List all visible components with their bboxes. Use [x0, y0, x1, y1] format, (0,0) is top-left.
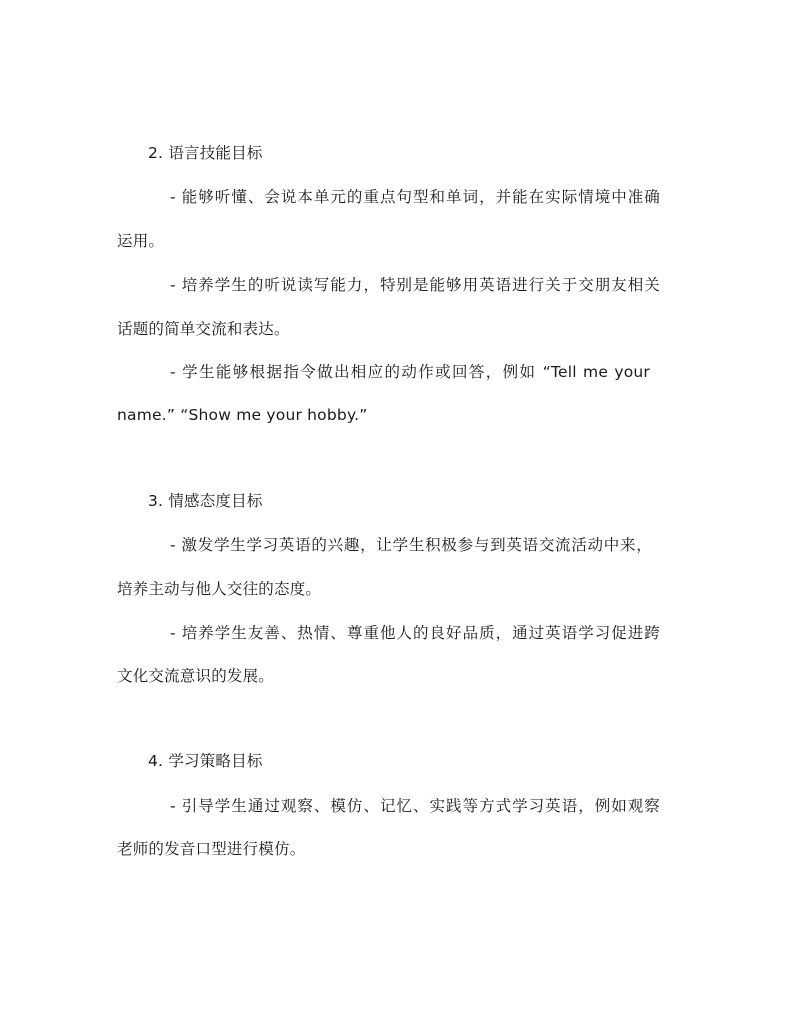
paragraph-line: 培养主动与他人交往的态度。 [117, 580, 322, 598]
section-heading-emotional-attitude: 3. 情感态度目标 [148, 492, 263, 510]
paragraph-line: - 激发学生学习英语的兴趣，让学生积极参与到英语交流活动中来， [170, 536, 652, 554]
paragraph-line: - 培养学生的听说读写能力，特别是能够用英语进行关于交朋友相关 [170, 276, 660, 294]
paragraph-line: - 引导学生通过观察、模仿、记忆、实践等方式学习英语，例如观察 [170, 797, 660, 815]
paragraph-line: - 能够听懂、会说本单元的重点句型和单词，并能在实际情境中准确 [170, 188, 660, 206]
paragraph-line: name.” “Show me your hobby.” [117, 406, 368, 424]
paragraph-line: 老师的发音口型进行模仿。 [117, 840, 306, 858]
paragraph-line: 文化交流意识的发展。 [117, 667, 275, 685]
paragraph-line: - 学生能够根据指令做出相应的动作或回答，例如 “Tell me your [170, 363, 650, 381]
paragraph-line: 运用。 [117, 232, 165, 250]
section-heading-language-skills: 2. 语言技能目标 [148, 144, 263, 162]
section-heading-learning-strategy: 4. 学习策略目标 [148, 752, 263, 770]
paragraph-line: 话题的简单交流和表达。 [117, 320, 290, 338]
paragraph-line: - 培养学生友善、热情、尊重他人的良好品质，通过英语学习促进跨 [170, 624, 660, 642]
